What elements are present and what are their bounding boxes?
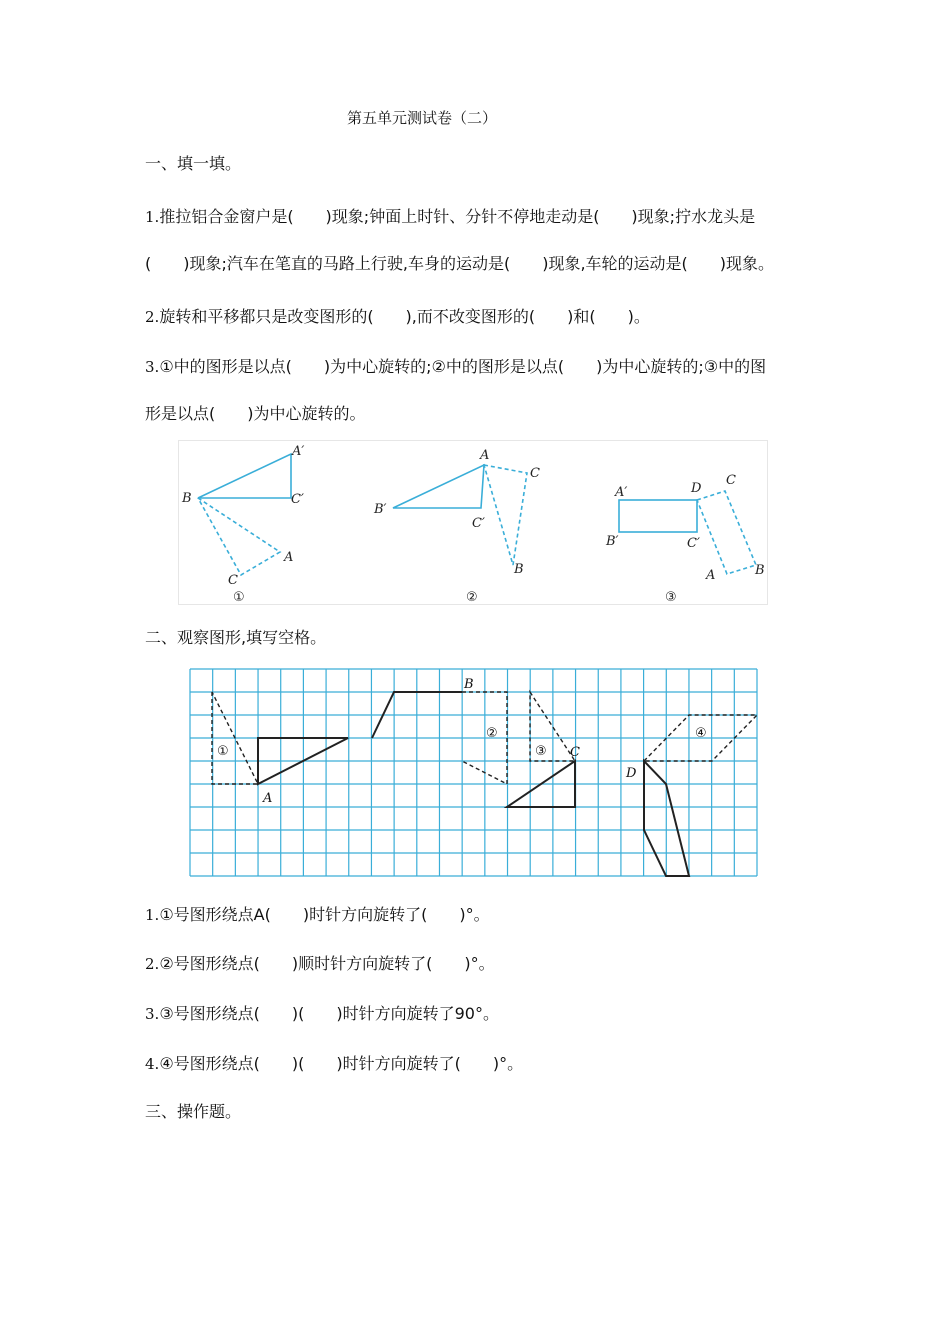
- section-3-heading: 三、操作题。: [145, 1102, 242, 1121]
- label-a: A: [480, 448, 490, 463]
- observation-question-1: [145, 902, 490, 925]
- fig3-dashed-rectangle: [697, 491, 756, 574]
- observation-question-4: [145, 1051, 523, 1074]
- grid-lines: [190, 669, 757, 876]
- label-c-prime: C′: [472, 516, 485, 531]
- question-number: 4.: [145, 1055, 160, 1073]
- question-number: 3.: [145, 358, 160, 376]
- point-c-label: C: [570, 745, 580, 760]
- label-b: B: [755, 563, 765, 578]
- question-text: ③号图形绕点( )( )时针方向旋转了90°。: [159, 1004, 499, 1023]
- shape-number-1: ①: [217, 744, 229, 759]
- fig1-dashed-triangle: [198, 498, 280, 575]
- point-d-label: D: [626, 766, 637, 781]
- label-a: A: [706, 568, 716, 583]
- question-number: 1.: [145, 906, 160, 924]
- question-2: [145, 304, 650, 327]
- label-c: C: [726, 473, 736, 488]
- label-c-prime: C′: [291, 492, 304, 507]
- question-number: 1.: [145, 208, 160, 226]
- question-3-line-2: 形是以点( )为中心旋转的。: [145, 404, 366, 423]
- label-c-prime: C′: [687, 536, 700, 551]
- page-title: 第五单元测试卷（二）: [347, 109, 498, 127]
- question-text: ①号图形绕点A( )时针方向旋转了( )°。: [159, 905, 490, 924]
- grid-figure: [185, 664, 765, 879]
- figure-number-2: ②: [466, 590, 478, 605]
- question-text: ④号图形绕点( )( )时针方向旋转了( )°。: [159, 1054, 524, 1073]
- figure-number-3: ③: [665, 590, 677, 605]
- question-1-line-2: ( )现象;汽车在笔直的马路上行驶,车身的运动是( )现象,车轮的运动是( )现象。: [145, 254, 775, 273]
- question-text: 旋转和平移都只是改变图形的( ),而不改变图形的( )和( )。: [159, 307, 650, 326]
- shape-number-2: ②: [486, 726, 498, 741]
- question-number: 2.: [145, 955, 160, 973]
- question-text: 推拉铝合金窗户是( )现象;钟面上时针、分针不停地走动是( )现象;拧水龙头是: [159, 207, 756, 226]
- label-c: C: [228, 573, 238, 588]
- section-1-heading: 一、填一填。: [145, 154, 242, 173]
- label-b-prime: B′: [606, 534, 619, 549]
- fig2-dashed-triangle: [484, 465, 527, 565]
- label-a-prime: A′: [615, 485, 628, 500]
- question-text: ①中的图形是以点( )为中心旋转的;②中的图形是以点( )为中心旋转的;③中的图: [159, 357, 767, 376]
- fig3-solid-rectangle: [619, 500, 697, 532]
- shape-number-3: ③: [535, 744, 547, 759]
- question-1-line-1: [145, 204, 755, 227]
- label-b: B: [182, 491, 192, 506]
- point-b-label: B: [464, 677, 474, 692]
- fig1-solid-triangle: [198, 454, 291, 498]
- observation-question-3: [145, 1001, 499, 1024]
- label-d: D: [691, 481, 702, 496]
- label-b: B: [514, 562, 524, 577]
- shape-number-4: ④: [695, 726, 707, 741]
- question-3-line-1: [145, 354, 766, 377]
- question-text: ②号图形绕点( )顺时针方向旋转了( )°。: [159, 954, 495, 973]
- label-c: C: [530, 466, 540, 481]
- question-number: 2.: [145, 308, 160, 326]
- figure-number-1: ①: [233, 590, 245, 605]
- observation-question-2: [145, 951, 495, 974]
- point-a-label: A: [263, 791, 273, 806]
- fig2-solid-triangle: [393, 465, 484, 508]
- label-a-prime: A′: [292, 444, 305, 459]
- question-number: 3.: [145, 1005, 160, 1023]
- section-2-heading: 二、观察图形,填写空格。: [145, 628, 327, 647]
- label-a: A: [284, 550, 294, 565]
- rotation-figure: [178, 440, 768, 605]
- label-b-prime: B′: [374, 502, 387, 517]
